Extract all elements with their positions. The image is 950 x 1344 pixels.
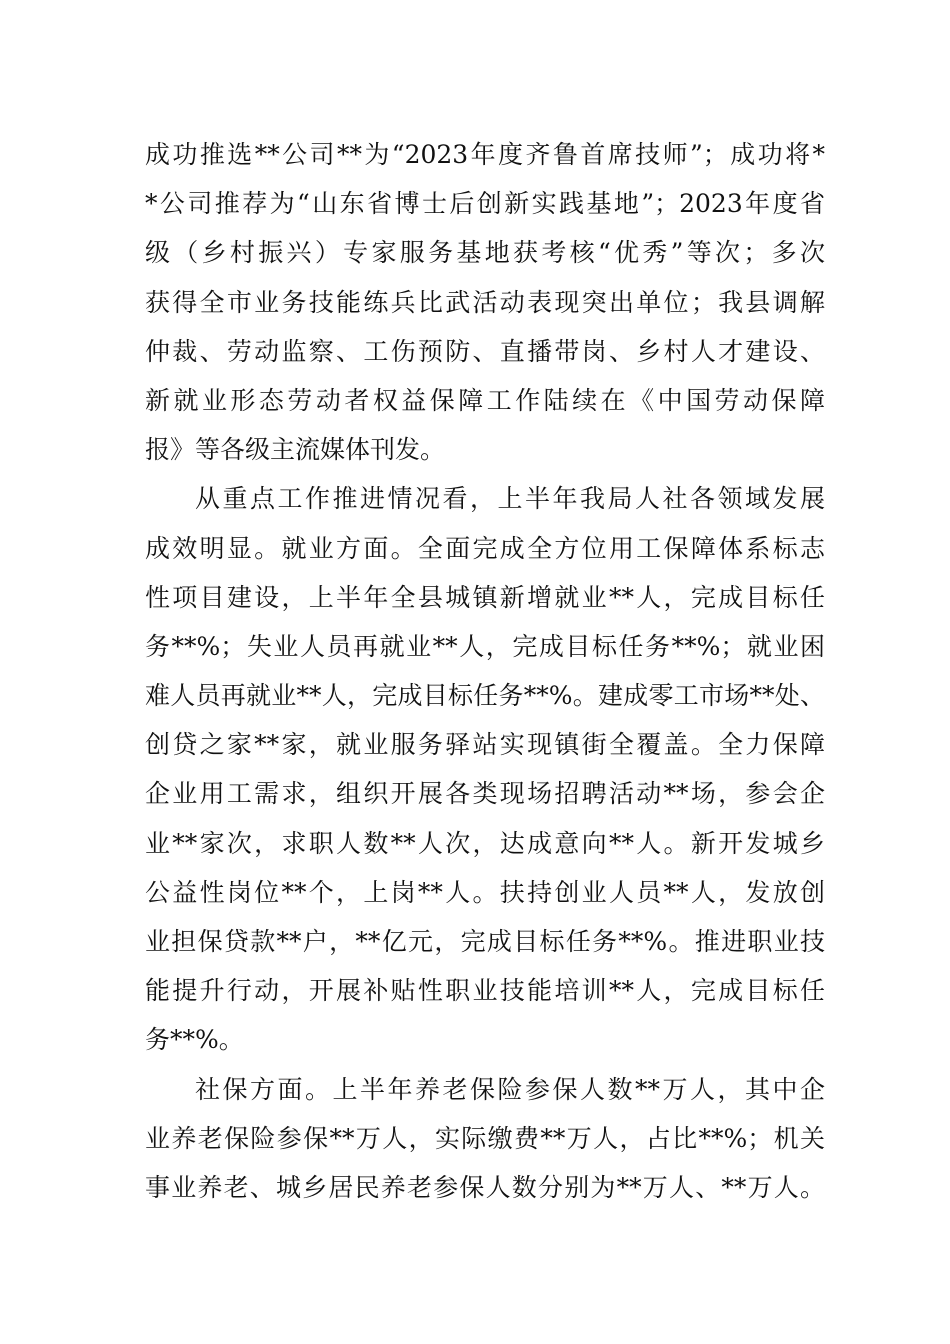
text-line: 成效明显。就业方面。全面完成全方位用工保障体系标志 [145,533,825,563]
text-line: 获得全市业务技能练兵比武活动表现突出单位；我县调解 [145,287,825,317]
text-line: 事业养老、城乡居民养老参保人数分别为**万人、**万人。 [145,1172,825,1202]
text-line: 公益性岗位**个，上岗**人。扶持创业人员**人，发放创 [145,877,825,907]
text-line: 业养老保险参保**万人，实际缴费**万人，占比**%；机关 [145,1123,825,1153]
text-line: 性项目建设，上半年全县城镇新增就业**人，完成目标任 [145,582,825,612]
text-line: 报》等各级主流媒体刊发。 [145,435,446,465]
text-line: 级（乡村振兴）专家服务基地获考核“优秀”等次；多次 [145,238,825,268]
text-line: 仲裁、劳动监察、工伤预防、直播带岗、乡村人才建设、 [145,336,825,366]
text-line: 企业用工需求，组织开展各类现场招聘活动**场，参会企 [145,779,825,809]
text-line: 从重点工作推进情况看，上半年我局人社各领域发展 [195,484,825,514]
body-text [145,130,825,1212]
text-line: 成功推选**公司**为“2023年度齐鲁首席技师”；成功将* [145,140,825,169]
text-line: 务**%。 [145,1025,244,1055]
text-line: 社保方面。上半年养老保险参保人数**万人，其中企 [195,1074,825,1104]
text-line: *公司推荐为“山东省博士后创新实践基地”；2023年度省 [145,189,825,219]
text-line: 务**%；失业人员再就业**人，完成目标任务**%；就业困 [145,631,825,661]
paragraph-employment [145,474,825,1064]
paragraph-social-security [145,1065,825,1213]
paragraph-achievements [145,130,825,474]
text-line: 创贷之家**家，就业服务驿站实现镇街全覆盖。全力保障 [145,730,825,760]
text-line: 业担保贷款**户，**亿元，完成目标任务**%。推进职业技 [145,927,825,956]
text-line: 新就业形态劳动者权益保障工作陆续在《中国劳动保障 [145,385,825,415]
text-line: 能提升行动，开展补贴性职业技能培训**人，完成目标任 [145,976,825,1006]
text-line: 难人员再就业**人，完成目标任务**%。建成零工市场**处、 [145,681,825,711]
text-line: 业**家次，求职人数**人次，达成意向**人。新开发城乡 [145,828,825,858]
